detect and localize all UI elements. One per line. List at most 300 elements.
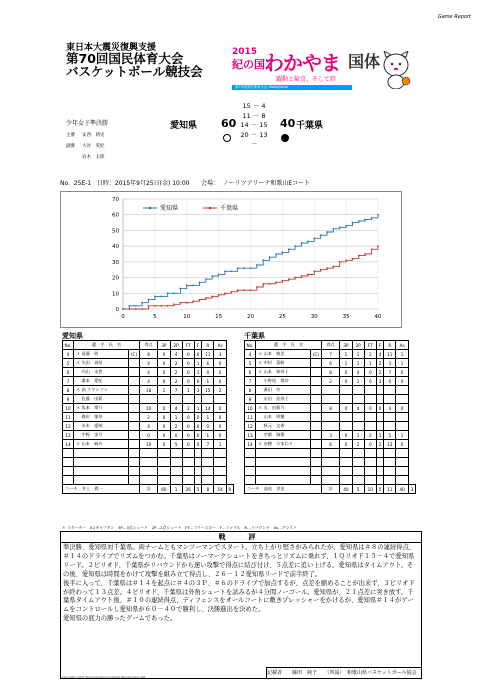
player-stat: 2: [364, 431, 376, 440]
player-stat: [340, 458, 352, 467]
player-stat: [352, 467, 364, 476]
quarter-4-score: 20 － 13: [240, 130, 268, 139]
data-point: [186, 285, 188, 287]
player-stat: [170, 449, 182, 458]
player-stat: 1: [340, 359, 352, 368]
player-stat: 0: [396, 440, 408, 449]
player-stat: [376, 458, 383, 467]
player-stat: 1: [396, 350, 408, 359]
player-stat: 4: [384, 404, 396, 413]
score-chart-svg: [61, 192, 401, 327]
player-stat: 0: [158, 359, 170, 368]
box-header-cell: F: [194, 341, 201, 350]
team-b-score: 40: [280, 117, 296, 130]
player-stat: [322, 386, 340, 395]
logo-year: 2015: [232, 47, 258, 57]
player-stat: [352, 422, 364, 431]
data-point: [294, 277, 296, 279]
player-number: 9: [245, 395, 256, 404]
data-point: [307, 274, 309, 276]
player-stat: 0: [194, 350, 201, 359]
player-name: 梅沢 郁奈: [74, 413, 129, 422]
player-stat: [202, 395, 214, 404]
player-name: 桑本 愛紀: [74, 377, 129, 386]
player-stat: [352, 458, 364, 467]
player-stat: 2: [170, 422, 182, 431]
data-point: [173, 292, 175, 294]
player-stat: 8: [140, 350, 158, 359]
x-tick-label: 20: [247, 314, 254, 320]
player-stat: 11: [202, 350, 214, 359]
data-point: [173, 303, 175, 305]
player-number: 5: [63, 359, 74, 368]
player-captain-mark: [311, 458, 322, 467]
data-point: [186, 302, 188, 304]
player-number: 14: [245, 440, 256, 449]
player-stat: 10: [140, 404, 158, 413]
data-point: [224, 292, 226, 294]
box-header-cell: 得点: [322, 341, 340, 350]
box-header-cell: FT: [364, 341, 376, 350]
player-stat: 0: [340, 404, 352, 413]
player-stat: 0: [384, 377, 396, 386]
player-stat: 4: [170, 404, 182, 413]
player-stat: 2: [376, 359, 383, 368]
player-number: 10: [245, 404, 256, 413]
player-captain-mark: [129, 359, 140, 368]
player-row: [245, 377, 416, 386]
quarter-scores: [233, 102, 275, 150]
player-name: 濱田 怜: [256, 386, 311, 395]
player-number: 12: [63, 422, 74, 431]
player-stat: [322, 458, 340, 467]
data-point: [154, 296, 156, 298]
player-stat: [322, 422, 340, 431]
logo-bar-text: 第70回国民体育大会 Wakayama: [235, 85, 288, 89]
player-name: [74, 449, 129, 458]
player-number: 11: [245, 413, 256, 422]
player-row: [63, 413, 234, 422]
player-stat: [340, 467, 352, 476]
data-point: [262, 259, 264, 261]
data-point: [224, 270, 226, 272]
player-stat: 0: [340, 440, 352, 449]
player-stat: [158, 467, 170, 476]
data-point: [141, 308, 143, 310]
box-header-cell: 3P: [158, 341, 170, 350]
data-point: [141, 302, 143, 304]
player-stat: 5: [384, 431, 396, 440]
player-stat: 0: [214, 377, 226, 386]
player-stat: 1: [194, 359, 201, 368]
player-stat: 4: [352, 368, 364, 377]
player-stat: 1: [396, 359, 408, 368]
commentary-paragraph: 後半に入って、千葉県は＃１４を起点に＃４の３Ｐ、＃６のドライブで加点するが、点差を縮めることが出来ず、３ピリオドが終わって１３点差。４ピリオド、千葉県は外角シュートを試みるが４分間ノーゴール。愛知県が、２１点差に突き放す。千葉県タイムアウト後、＃１０の連続得点、ディフェンスをオールコートに敷きプレッシャーをかけるが、愛知県＃１４がゲームをコントロールし愛知県が６０－４０で勝利し、決勝進出を決めた。: [63, 579, 415, 614]
x-tick-label: 5: [153, 314, 157, 320]
player-captain-mark: (C): [129, 350, 140, 359]
logo-bar: [232, 85, 352, 90]
officials-list: [66, 130, 105, 163]
data-point: [326, 231, 328, 233]
player-captain-mark: [311, 476, 322, 485]
recorder-line: 記載者 藤田 純子 （所属） 和歌山県バスケットボール協会: [266, 667, 422, 678]
player-stat: [158, 458, 170, 467]
player-stat: [140, 395, 158, 404]
player-stat: 14: [202, 404, 214, 413]
player-name: ＊ 中村 菜帆: [256, 359, 311, 368]
total-stat: 40: [340, 485, 352, 494]
player-row: [63, 458, 234, 467]
box-header-cell: No.: [245, 341, 256, 350]
player-stat: 0: [376, 404, 383, 413]
player-name: 秋元 文香: [256, 422, 311, 431]
data-point: [237, 289, 239, 291]
player-stat: 0: [140, 431, 158, 440]
player-captain-mark: [311, 404, 322, 413]
player-name: ＊ 山本 麻衣: [74, 440, 129, 449]
player-number: 6: [63, 368, 74, 377]
data-point: [307, 241, 309, 243]
player-stat: 1: [352, 377, 364, 386]
player-stat: 0: [158, 377, 170, 386]
data-point: [128, 305, 130, 307]
player-stat: 6: [322, 440, 340, 449]
player-row: [63, 350, 234, 359]
player-stat: [194, 395, 201, 404]
y-tick-label: 0: [115, 307, 119, 313]
logo-subtitle: 躍動と歓喜、そして絆: [276, 76, 337, 83]
player-stat: [376, 395, 383, 404]
total-stat: 10: [364, 485, 376, 494]
player-row: [245, 359, 416, 368]
player-row: [245, 413, 416, 422]
total-stat: 1: [170, 485, 182, 494]
player-stat: [352, 395, 364, 404]
player-row: [63, 359, 234, 368]
player-stat: [322, 467, 340, 476]
player-row: [245, 395, 416, 404]
player-name: 小野尾 梨紗: [256, 377, 311, 386]
player-stat: 2: [364, 350, 376, 359]
player-stat: [322, 476, 340, 485]
player-stat: [396, 422, 408, 431]
player-captain-mark: (C): [311, 350, 322, 359]
data-point: [320, 269, 322, 271]
player-stat: 8: [322, 368, 340, 377]
player-row: [63, 476, 234, 485]
box-header-cell: 得点: [140, 341, 158, 350]
player-stat: 10: [140, 440, 158, 449]
total-label: 計: [140, 485, 158, 494]
player-stat: [170, 476, 182, 485]
player-stat: [340, 386, 352, 395]
data-point: [211, 275, 213, 277]
player-stat: [202, 458, 214, 467]
player-stat: [340, 449, 352, 458]
legend-marker: [149, 207, 152, 210]
total-stat: 5: [352, 485, 364, 494]
total-stat: 8: [202, 485, 214, 494]
player-stat: [340, 395, 352, 404]
player-stat: [376, 449, 383, 458]
data-point: [313, 270, 315, 272]
logo-wakayama: わかやま: [264, 51, 340, 75]
data-point: [230, 270, 232, 272]
player-stat: [376, 476, 383, 485]
player-stat: 1: [352, 359, 364, 368]
player-stat: [170, 458, 182, 467]
player-name: ＊ 赤穂 ひまわり: [256, 440, 311, 449]
x-tick-label: 0: [121, 314, 125, 320]
player-name: [74, 467, 129, 476]
data-point: [332, 266, 334, 268]
data-point: [135, 305, 137, 307]
player-stat: [384, 476, 396, 485]
player-name: 内山 未悠: [74, 368, 129, 377]
data-point: [345, 259, 347, 261]
event-title-line-2: 第70回国民体育大会: [66, 51, 184, 66]
data-point: [371, 217, 373, 219]
player-captain-mark: [129, 449, 140, 458]
player-stat: 0: [158, 431, 170, 440]
box-header-cell: As: [214, 341, 226, 350]
coach-name: コーチ 井上 眞一: [63, 485, 140, 494]
team-b-box-title: 千葉県: [244, 332, 265, 340]
box-header-cell: R: [384, 341, 396, 350]
player-number: 9: [63, 395, 74, 404]
player-stat: [376, 413, 383, 422]
data-point: [275, 253, 277, 255]
player-stat: 15: [202, 386, 214, 395]
player-stat: [202, 449, 214, 458]
player-name: 佐藤 由莉: [74, 395, 129, 404]
data-point: [135, 308, 137, 310]
player-stat: [396, 476, 408, 485]
event-title-line-3: バスケットボール競技会: [66, 63, 203, 79]
player-number: [63, 476, 74, 485]
quarter-1-score: 15 － 4: [242, 102, 266, 110]
player-stat: 0: [364, 440, 376, 449]
player-number: [63, 467, 74, 476]
data-point: [167, 292, 169, 294]
player-stat: [364, 467, 376, 476]
player-stat: [384, 395, 396, 404]
player-captain-mark: [129, 440, 140, 449]
data-point: [199, 281, 201, 283]
player-stat: [182, 395, 194, 404]
player-stat: [396, 458, 408, 467]
player-captain-mark: [129, 431, 140, 440]
box-header-cell: 2P: [170, 341, 182, 350]
total-stat: 9: [226, 485, 233, 494]
player-stat: 4: [352, 404, 364, 413]
player-captain-mark: [311, 395, 322, 404]
data-point: [167, 305, 169, 307]
player-stat: 7: [322, 350, 340, 359]
player-number: [245, 458, 256, 467]
player-name: 赤木 愛純: [74, 422, 129, 431]
data-point: [352, 258, 354, 260]
player-captain-mark: [129, 395, 140, 404]
player-stat: 2: [376, 440, 383, 449]
player-stat: [170, 467, 182, 476]
player-stat: 2: [170, 368, 182, 377]
player-name: ＊ 高 スワンソン: [74, 386, 129, 395]
data-point: [269, 256, 271, 258]
player-stat: 1: [396, 431, 408, 440]
data-point: [199, 299, 201, 301]
player-stat: [140, 476, 158, 485]
legend-label: 愛知県: [160, 205, 179, 212]
player-number: 5: [245, 359, 256, 368]
player-stat: [376, 422, 383, 431]
box-header-row: [63, 341, 234, 350]
player-captain-mark: [311, 368, 322, 377]
player-stat: 2: [352, 440, 364, 449]
data-point: [281, 252, 283, 254]
legend-marker: [209, 207, 212, 210]
player-stat: 2: [182, 404, 194, 413]
player-stat: 2: [214, 386, 226, 395]
data-point: [339, 261, 341, 263]
player-stat: 4: [376, 350, 383, 359]
kokutai-logo: [232, 47, 416, 97]
official-row: [66, 130, 105, 141]
player-stat: 6: [322, 359, 340, 368]
player-name: 空閑 瑞葉: [256, 431, 311, 440]
player-stat: 0: [158, 350, 170, 359]
data-point: [160, 305, 162, 307]
player-row: [245, 350, 416, 359]
player-row: [245, 440, 416, 449]
player-stat: [364, 395, 376, 404]
player-stat: [396, 449, 408, 458]
team-a-score: 60: [221, 117, 237, 130]
team-a-box-score: [62, 340, 234, 494]
player-stat: 0: [182, 359, 194, 368]
data-point: [179, 302, 181, 304]
player-stat: [352, 413, 364, 422]
player-stat: [158, 395, 170, 404]
player-captain-mark: [311, 377, 322, 386]
player-name: [74, 458, 129, 467]
player-row: [245, 476, 416, 485]
legend-label: 千葉県: [220, 205, 239, 212]
data-point: [332, 228, 334, 230]
team-b-name: 千葉県: [296, 121, 324, 131]
player-stat: [352, 449, 364, 458]
player-number: 13: [63, 431, 74, 440]
player-name: [256, 458, 311, 467]
team-a-box-title: 愛知県: [62, 332, 83, 340]
data-point: [352, 222, 354, 224]
data-point: [301, 242, 303, 244]
player-stat: 0: [214, 413, 226, 422]
data-point: [148, 305, 150, 307]
player-row: [63, 467, 234, 476]
player-stat: 1: [214, 440, 226, 449]
box-header-cell: F: [376, 341, 383, 350]
total-stat: 60: [158, 485, 170, 494]
commentary-paragraph: 準決勝、愛知県対千葉県。両チームともマンツーマンでスタート。立ち上がり堅さがみられたが、愛知県は＃８の連続得点、＃１４のドライブでリズムをつかむ。千葉県はノーマークシュートをきちっとリズムに乗れず、１Ｑリオド１５－４で愛知県リード。２ピリオド、千葉県がリバウンドから速い攻撃で得点に結び付け、５点差に追い上げる。愛知県はタイムアウト。その後、愛知県は時間をかけて攻撃を組み立て得点し、２６－１２愛知県リードで前半終了。: [63, 544, 416, 578]
player-captain-mark: [311, 431, 322, 440]
box-header-cell: No.: [63, 341, 74, 350]
player-stat: [384, 467, 396, 476]
score-progression-chart: [60, 191, 402, 328]
official-row: [66, 152, 105, 163]
data-point: [179, 288, 181, 290]
player-stat: [322, 413, 340, 422]
player-stat: 1: [376, 431, 383, 440]
player-row: [245, 467, 416, 476]
player-stat: [170, 395, 182, 404]
data-point: [256, 286, 258, 288]
data-point: [371, 248, 373, 250]
player-number: [63, 458, 74, 467]
official-name: 岩木 太郎: [82, 155, 105, 160]
player-stat: 1: [340, 350, 352, 359]
player-stat: 4: [140, 359, 158, 368]
data-point: [377, 214, 379, 216]
player-number: 14: [63, 440, 74, 449]
player-stat: 1: [202, 377, 214, 386]
data-point: [262, 283, 264, 285]
logo-kinokuni: 紀の国: [232, 58, 265, 71]
player-stat: [202, 467, 214, 476]
player-row: [245, 404, 416, 413]
player-stat: [364, 422, 376, 431]
win-circle-icon: [223, 134, 231, 142]
player-stat: [352, 476, 364, 485]
player-stat: 18: [140, 386, 158, 395]
player-stat: [364, 413, 376, 422]
player-stat: 0: [364, 404, 376, 413]
player-stat: [396, 467, 408, 476]
player-stat: 0: [396, 377, 408, 386]
total-stat: 40: [396, 485, 408, 494]
game-category: 少年女子準決勝: [66, 120, 109, 127]
player-number: 8: [245, 386, 256, 395]
player-stat: [194, 476, 201, 485]
overtime-score: －: [250, 140, 258, 148]
stats-legend: ＊ スターター (C)キャプテン 3P…3点シュート 2P…2点シュート FT…フリースロー F…ファウル R…リバウンド As…アシスト: [62, 525, 297, 530]
data-point: [243, 267, 245, 269]
player-stat: [194, 467, 201, 476]
total-stat: 26: [182, 485, 194, 494]
player-captain-mark: [311, 359, 322, 368]
player-row: [245, 458, 416, 467]
player-stat: 4: [170, 350, 182, 359]
data-point: [377, 245, 379, 247]
box-header-cell: As: [396, 341, 408, 350]
player-row: [63, 395, 234, 404]
player-stat: [322, 395, 340, 404]
player-stat: [352, 386, 364, 395]
total-stat: 11: [384, 485, 396, 494]
quarter-3-score: 14 － 15: [240, 121, 268, 129]
player-name: ＊ 丸 由莉乃: [256, 404, 311, 413]
player-stat: 0: [158, 422, 170, 431]
official-role: 主審: [66, 133, 75, 138]
y-tick-label: 40: [112, 244, 119, 251]
player-stat: 1: [352, 350, 364, 359]
player-name: ＊ 坂本 摩乃: [74, 404, 129, 413]
official-name: 安西 朗史: [82, 133, 105, 138]
box-header-row: [245, 341, 416, 350]
player-captain-mark: [129, 413, 140, 422]
player-stat: 0: [158, 413, 170, 422]
player-stat: 7: [384, 368, 396, 377]
